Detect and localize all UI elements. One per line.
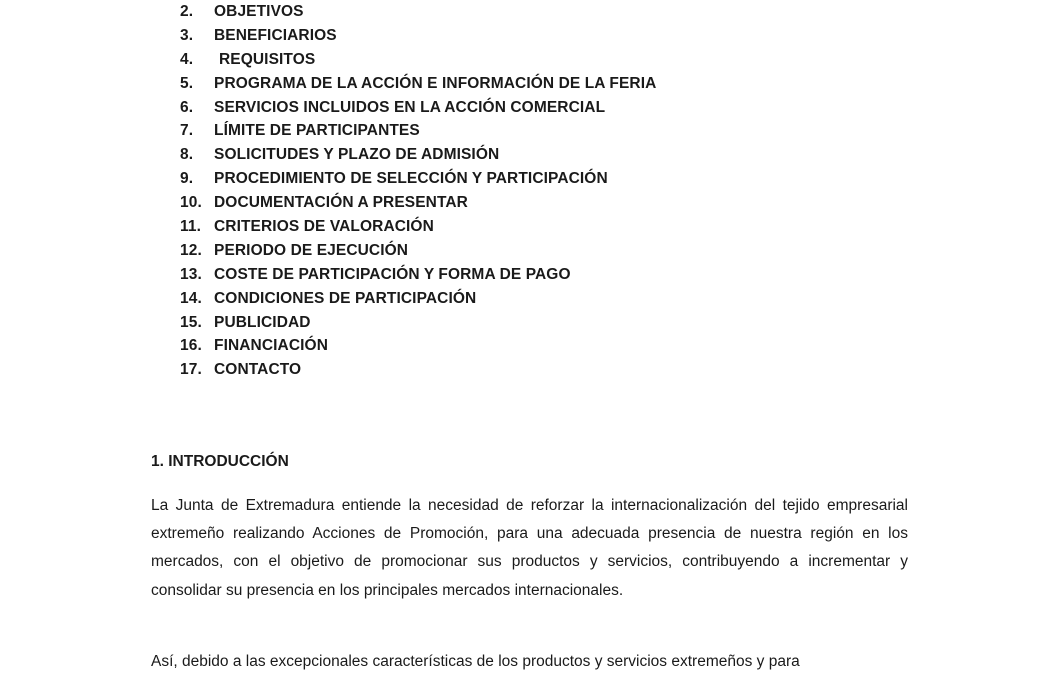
toc-item-number: 11. xyxy=(180,218,201,236)
body-paragraph: Así, debido a las excepcionales características de los productos y servicios extremeños y para xyxy=(151,653,800,670)
toc-item-label: CRITERIOS DE VALORACIÓN xyxy=(214,218,434,236)
toc-item xyxy=(180,263,656,287)
toc-item-number: 10. xyxy=(180,194,202,212)
toc-item-label: CONTACTO xyxy=(214,361,302,379)
toc-item-number: 12. xyxy=(180,241,202,259)
toc-item xyxy=(180,334,656,358)
toc-item xyxy=(180,119,656,143)
toc-item-number: 6. xyxy=(180,98,194,116)
toc-item-label: CONDICIONES DE PARTICIPACIÓN xyxy=(214,289,477,307)
toc-item-label: SERVICIOS INCLUIDOS EN LA ACCIÓN COMERCIAL xyxy=(214,98,606,116)
toc-item xyxy=(180,167,656,191)
toc-item-label: PUBLICIDAD xyxy=(214,313,311,331)
toc-item-number: 2. xyxy=(180,3,194,20)
toc-item-label: COSTE DE PARTICIPACIÓN Y FORMA DE PAGO xyxy=(214,265,571,283)
toc-item xyxy=(180,191,656,215)
toc-item xyxy=(180,48,656,72)
toc-item-number: 16. xyxy=(180,337,202,355)
toc-item-label: PROGRAMA DE LA ACCIÓN E INFORMACIÓN DE LA FERIA xyxy=(214,74,657,92)
toc-item-number: 14. xyxy=(180,289,202,307)
toc-item-number: 3. xyxy=(180,26,194,44)
toc-item xyxy=(180,311,656,335)
toc-item-number: 15. xyxy=(180,313,202,331)
toc-item xyxy=(180,358,656,382)
toc-item xyxy=(180,96,656,120)
toc-item-number: 8. xyxy=(180,146,194,164)
section-title: 1. INTRODUCCIÓN xyxy=(151,453,289,470)
toc-item-label: OBJETIVOS xyxy=(214,3,304,20)
toc-item xyxy=(180,0,656,24)
toc-item-label: REQUISITOS xyxy=(219,50,316,68)
toc-item-number: 4. xyxy=(180,50,194,68)
toc-item xyxy=(180,215,656,239)
table-of-contents xyxy=(180,0,656,382)
toc-item-number: 7. xyxy=(180,122,194,140)
toc-item-label: BENEFICIARIOS xyxy=(214,26,337,44)
toc-item-number: 13. xyxy=(180,265,202,283)
toc-item xyxy=(180,143,656,167)
toc-item xyxy=(180,72,656,96)
toc-item-label: PROCEDIMIENTO DE SELECCIÓN Y PARTICIPACIÓN xyxy=(214,170,608,188)
toc-item-number: 9. xyxy=(180,170,194,188)
toc-item-label: PERIODO DE EJECUCIÓN xyxy=(214,241,409,259)
toc-item-number: 17. xyxy=(180,361,202,379)
toc-item-label: DOCUMENTACIÓN A PRESENTAR xyxy=(214,194,468,212)
body-paragraph: La Junta de Extremadura entiende la necesidad de reforzar la internacionalización del tejido empresarial extremeño realizando Acciones de Promoción, para una adecuada presencia de nuestra región en los mercados, con el objetivo de promocionar sus productos y servicios, contribuyendo a incrementar y consolidar su presencia en los principales mercados internacionales. xyxy=(151,497,908,599)
toc-item xyxy=(180,287,656,311)
toc-item-label: SOLICITUDES Y PLAZO DE ADMISIÓN xyxy=(214,146,500,164)
toc-item-label: LÍMITE DE PARTICIPANTES xyxy=(214,122,420,140)
toc-item-label: FINANCIACIÓN xyxy=(214,337,328,355)
toc-item xyxy=(180,239,656,263)
toc-item xyxy=(180,24,656,48)
toc-item-number: 5. xyxy=(180,74,194,92)
